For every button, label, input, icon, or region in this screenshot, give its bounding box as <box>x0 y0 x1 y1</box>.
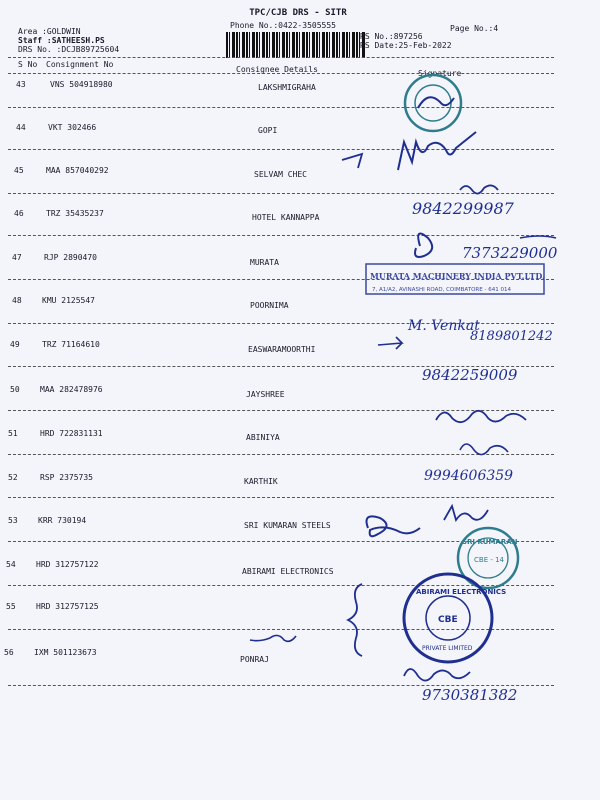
arrow-mark-44 <box>342 154 362 168</box>
phone-52: 9994606359 <box>424 468 514 484</box>
murata-stamp-line2: 7, A1/A2, AVINASHI ROAD, COIMBATORE - 641 014 <box>372 287 511 293</box>
row-sno: 52 <box>8 473 18 482</box>
row-consignee: KARTHIK <box>244 477 278 486</box>
col-consignment: Consignment No <box>46 60 114 69</box>
row-consignment: RJP 2890470 <box>44 253 97 262</box>
row-consignee: ABIRAMI ELECTRONICS <box>242 567 334 576</box>
signature-53 <box>367 516 421 536</box>
row-sno: 43 <box>16 80 26 89</box>
phone-49: 8189801242 <box>470 329 553 344</box>
document-title: TPC/CJB DRS - SITR <box>249 8 347 18</box>
row-consignee: PONRAJ <box>240 655 269 664</box>
row-sno: 45 <box>14 166 24 175</box>
row-consignee: EASWARAMOORTHI <box>248 345 316 354</box>
signature-45 <box>460 185 498 193</box>
staff-label: Staff :SATHEESH.PS <box>18 36 105 45</box>
col-signature: Signature <box>418 69 462 78</box>
phone-number: Phone No.:0422-3505555 <box>230 21 336 30</box>
row-sno: 55 <box>6 602 16 611</box>
col-sno: S No <box>18 60 38 69</box>
rs-date: RS Date:25-Feb-2022 <box>360 41 452 50</box>
row-consignment: MAA 282478976 <box>40 385 103 394</box>
row-consignment: IXM 501123673 <box>34 648 97 657</box>
round-stamp-43 <box>405 75 461 131</box>
row-consignment: HRD 722831131 <box>40 429 103 438</box>
row-consignment: HRD 312757125 <box>36 602 99 611</box>
kumaran-stamp-center: CBE - 14 <box>474 556 504 564</box>
row-consignment: TRZ 35435237 <box>46 209 104 218</box>
row-sno: 54 <box>6 560 16 569</box>
abirami-stamp-sub: PRIVATE LIMITED <box>422 645 473 652</box>
abirami-stamp-text: ABIRAMI ELECTRONICS <box>416 588 507 596</box>
row-consignment: TRZ 71164610 <box>42 340 100 349</box>
area-label: Area :GOLDWIN <box>18 27 81 36</box>
row-sno: 48 <box>12 296 22 305</box>
page-number: Page No.:4 <box>450 24 499 33</box>
row-consignment: HRD 312757122 <box>36 560 99 569</box>
row-consignee: SELVAM CHEC <box>254 170 307 179</box>
signature-44 <box>398 132 476 170</box>
row-consignee: SRI KUMARAN STEELS <box>244 521 331 530</box>
murata-stamp <box>366 264 545 294</box>
signature-49: M. Venkat <box>408 318 480 334</box>
row-consignment: VKT 302466 <box>48 123 97 132</box>
row-consignee: JAYSHREE <box>246 390 285 399</box>
row-sno: 47 <box>12 253 22 262</box>
row-sno: 51 <box>8 429 18 438</box>
phone-50: 9842259009 <box>422 366 518 384</box>
row-consignee: POORNIMA <box>250 301 289 310</box>
row-consignee: LAKSHMIGRAHA <box>258 83 316 92</box>
row-sno: 44 <box>16 123 26 132</box>
row-consignment: RSP 2375735 <box>40 473 93 482</box>
row-sno: 46 <box>14 209 24 218</box>
row-consignment: MAA 857040292 <box>46 166 109 175</box>
row-consignee: ABINIYA <box>246 433 280 442</box>
phone-56: 9730381382 <box>422 686 518 704</box>
signature-51 <box>436 411 526 422</box>
row-sno: 50 <box>10 385 20 394</box>
underline-46 <box>520 236 556 238</box>
row-consignment: VNS 504918980 <box>50 80 113 89</box>
brace-mark-54-55 <box>348 584 362 656</box>
row-consignment: KMU 2125547 <box>42 296 95 305</box>
col-consignee: Consignee Details <box>236 65 318 74</box>
signature-53b <box>444 506 488 520</box>
row-consignee: HOTEL KANNAPPA <box>252 213 320 222</box>
row-sno: 49 <box>10 340 20 349</box>
arrow-mark-49 <box>378 337 402 349</box>
row-consignee: GOPI <box>258 126 278 135</box>
row-sno: 53 <box>8 516 18 525</box>
phone-45: 9842299987 <box>412 199 514 218</box>
abirami-stamp <box>404 574 506 662</box>
kumaran-stamp-text: SRI KUMARAN <box>462 538 518 546</box>
rs-number: RS No.:897256 <box>360 32 423 41</box>
signature-56-mark <box>250 635 296 641</box>
murata-stamp-line1: MURATA MACHINERY INDIA PVT.LTD. <box>370 271 545 281</box>
signature-56 <box>404 669 470 681</box>
row-consignee: MURATA <box>250 258 279 267</box>
signature-46 <box>415 234 432 258</box>
signature-51b <box>460 444 508 455</box>
phone-46: 7373229000 <box>462 244 558 262</box>
abirami-stamp-center: CBE <box>438 615 458 625</box>
row-sno: 56 <box>4 648 14 657</box>
row-consignment: KRR 730194 <box>38 516 87 525</box>
drs-number: DRS No. :DCJB89725604 <box>18 45 120 54</box>
